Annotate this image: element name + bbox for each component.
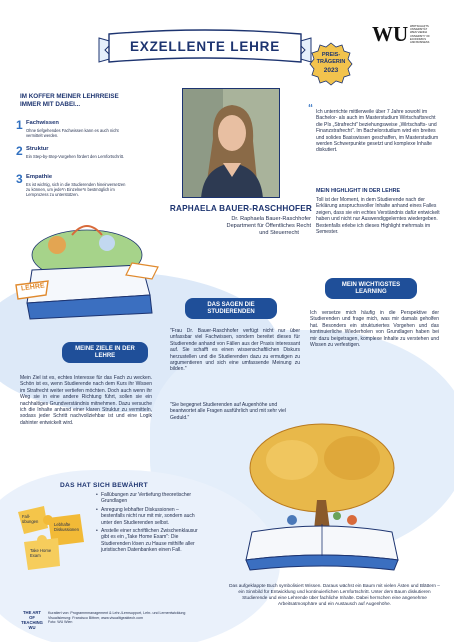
portrait-figure	[183, 89, 280, 198]
goals-text: Mein Ziel ist es, echtes Interesse für das Fach zu wecken. Schön ist es, wenn Studierende nach dem Kurs ihr Wissen im Strafrecht weiter vertiefen möchten. Doch auch wenn ihr Weg sie in eine andere Richtung führt, sollen sie ein nachhaltiges Grundverständnis mitnehmen. Dazu versuche ich die Inhalte anhand einer klaren Struktur zu vermitteln, sodass jeder Schritt nachvollziehbar ist und eine Logik dahinter entwickelt wird.	[20, 375, 152, 426]
intro-item-text: Ein Step-by-Step-Vorgehen fördert den Lernfortschritt.	[26, 154, 125, 159]
puzzle-label-1: Fall-übungen	[22, 514, 39, 524]
profile-dept-2: und Steuerrecht	[259, 230, 299, 236]
students-quote-2: "Sie begegnet Studierenden auf Augenhöhe und beantwortet alle Fragen ausführlich und mit sehr viel Geduld."	[170, 402, 286, 421]
profile-name: RAPHAELA BAUER-RASCHHOFER	[169, 204, 312, 213]
intro-item-title: Struktur	[26, 146, 49, 152]
badge-line2: TRÄGERIN	[316, 59, 346, 65]
list-item: • Anstelle einer schriftlichen Zwischenklausur gibt es ein „Take Home Exam": Die Studierenden lösen zu Hause mithilfe aller juristischen Datenbanken einen Fall.	[96, 528, 198, 554]
title-banner	[95, 28, 315, 68]
teaching-quote: Ich unterrichte mittlerweile über 7 Jahre sowohl im Bachelor- als auch im Masterstudium Wirtschaftsrecht die PIs „Strafrecht" beziehungsweise „Wirtschafts- und Finanzstrafrecht". Im Bachelorstudium wird ein breites und solides Basiswissen geschaffen, im Masterstudium werden Schwerpunkte gesetzt und komplexe Inhalte diskutiert.	[316, 109, 439, 154]
wu-logo-mark: WU	[372, 22, 409, 46]
list-item: • Fallübungen zur Vertiefung theoretischer Grundlagen	[96, 492, 192, 505]
footer-logo: THE ART OF TEACHING WU	[21, 610, 43, 630]
footer-credits: Kuratiert von: Programmmanagement & Lehr-/Lernsupport, Lehr- und Lernentwicklung Visualisierung: Francisco Bittner, www.visualitgeaktech.com Foto: WU Wien	[48, 611, 186, 625]
page-title: EXZELLENTE LEHRE	[129, 39, 281, 54]
intro-item-number: 3	[16, 172, 23, 186]
puzzle-label-2: Lebhafte Diskussionen	[54, 522, 79, 532]
award-badge	[309, 42, 353, 86]
goals-heading: MEINE ZIELE IN DER LEHRE	[62, 342, 148, 363]
intro-item-title: Fachwissen	[26, 120, 59, 126]
students-quote-1: "Frau Dr. Bauer-Raschhofer verfügt nicht nur über unfassbar viel Fachwissen, sondern bereitet dieses für Studierende anhand von Fällen aus der Praxis interessant auf. Sie schafft es einen wissenschaftlichen Diskurs herzustellen und die Studierenden dazu zu ermutigen zu argumentieren und sich eine umfassende Meinung zu bilden."	[170, 328, 300, 373]
quote-mark-icon: “	[308, 103, 313, 114]
puzzle-illustration	[14, 498, 94, 573]
intro-heading: IM KOFFER MEINER LEHRREISE IMMER MIT DABEI...	[20, 93, 119, 108]
highlight-text: Toll ist der Moment, in dem Studierende nach der Erklärung anspruchsvoller Inhalte anhand eines Falles zeigen, dass sie ein echtes Verständnis dafür entwickelt haben und nicht nur Auswendiggelerntes wiedergeben. Bestenfalls erlebe ich dieses Highlight mehrmals im Semester.	[316, 197, 440, 236]
badge-year: 2023	[323, 67, 339, 74]
suitcase-illustration	[12, 215, 162, 320]
suitcase-label: LEHRE	[20, 282, 46, 293]
learning-heading: MEIN WICHTIGSTES LEARNING	[325, 278, 417, 299]
learning-text: Ich versetze mich häufig in die Perspektive der Studierenden und frage mich, was mir damals geholfen hat. Besonders ein strukturiertes Vorgehen und das kontinuierliche Wiederholen von Grundlagen haben bei mir dazu beigetragen, komplexe Inhalte zu verstehen und Wissen zu verfestigen.	[310, 310, 439, 349]
highlight-heading: MEIN HIGHLIGHT IN DER LEHRE	[316, 188, 401, 194]
book-tree-drawing	[222, 420, 422, 580]
book-caption: Das aufgeklappte Buch symbolisiert Wissen. Daraus wächst ein Baum mit vielen Ästen und Blättern – ein Sinnbild für Entwicklung und kontinuierlichen Lernfortschritt. Unter dem Baum diskutieren Studierende und eine Lehrende über fachliche Inhalte. Dabei herrschen eine angenehme Arbeitsatmosphäre und ein Austausch auf Augenhöhe.	[229, 583, 440, 606]
wu-logo	[372, 22, 442, 62]
list-item: • Anregung lebhafter Diskussionen – bestenfalls nicht nur mit mir, sondern auch unter den Studierenden selbst.	[96, 506, 195, 526]
book-tree-illustration	[222, 420, 422, 580]
profile-title: Dr. Raphaela Bauer-Raschhofer	[231, 216, 311, 222]
portrait-photo	[182, 88, 280, 198]
wu-logo-text: WIRTSCHAFTS UNIVERSITÄT WIEN VIENNA UNIVERSITY OF ECONOMICS AND BUSINESS	[410, 25, 430, 45]
intro-item-text: Es ist wichtig, sich in die Studierenden hineinversetzen zu können, um jede*n Einzelne*n bestmöglich im Lernprozess zu unterstützen.	[26, 182, 126, 197]
suitcase-drawing	[12, 215, 162, 320]
intro-item-text: Ohne tiefgehendes Fachwissen kann es auch nicht vermittelt werden.	[26, 128, 119, 138]
proven-list	[96, 492, 204, 554]
profile-dept-1: Department für Öffentliches Recht	[226, 223, 311, 229]
students-heading: DAS SAGEN DIE STUDIERENDEN	[185, 298, 277, 319]
intro-item-title: Empathie	[26, 174, 53, 180]
badge-line1: PREIS-	[321, 52, 341, 58]
puzzle-pieces	[14, 498, 94, 573]
intro-item-number: 1	[16, 118, 23, 132]
proven-heading: DAS HAT SICH BEWÄHRT	[60, 482, 148, 489]
puzzle-label-3: Take Home Exam	[30, 548, 52, 558]
intro-item-number: 2	[16, 144, 23, 158]
